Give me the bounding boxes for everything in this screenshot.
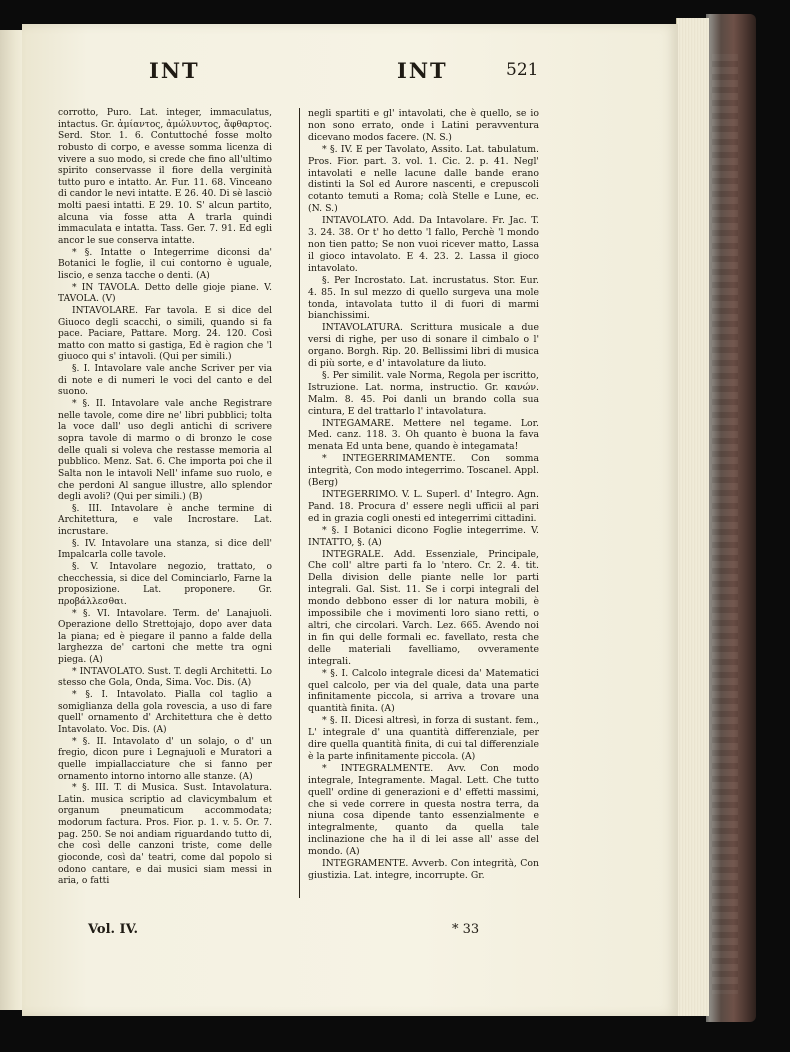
entry-paragraph: * INTAVOLATO. Sust. T. degli Architetti. Lo stesso che Gola, Onda, Sima. Voc. Dis. (A) (58, 666, 272, 689)
column-divider (299, 108, 300, 898)
entry-paragraph: INTAVOLATO. Add. Da Intavolare. Fr. Jac. T. 3. 24. 38. Or t' ho detto 'l fallo, Perchè 'l mondo non tien patto; Se non vuoi ricever matto, Lassa il gioco intavolato. E 4. 23. 2. Lassa il gioco intavolato. (308, 215, 539, 274)
volume-label: Vol. IV. (88, 922, 138, 937)
entry-paragraph: corrotto, Puro. Lat. integer, immaculatus, intactus. Gr. ἀμίαντος, ἀμώλυντος, ἄφθαρτος. Serd. Stor. 1. 6. Contuttoché fosse molto robusto di corpo, e avesse somma licenza di vivere a suo modo, si crede che fino all'ultimo spirito conservasse il fiore della verginità tutto puro e intatto. Ar. Fur. 11. 68. Vinceano di candor le nevi intatte. E 26. 40. Di sè lasciò molti paesi intatti. E 29. 10. S' alcun partito, alcuna via fosse atta A trarla quindi immaculata e intatta. Tass. Ger. 7. 91. Ed egli ancor le sue conserva intatte. (58, 108, 272, 247)
running-head-right: INT (397, 58, 448, 83)
entry-paragraph: * §. VI. Intavolare. Term. de' Lanajuoli. Operazione dello Strettojajo, dopo aver data la piana; ed è piegare il panno a falde della larghezza de' cartoni che mette tra ogni piega. (A) (58, 608, 272, 666)
book-cover (706, 14, 756, 1022)
entry-paragraph: * §. II. Intavolato d' un solajo, o d' un fregio, dicon pure i Legnajuoli e Muratori a quelle impiallacciature che si fanno per ornamento intorno intorno alle stanze. (A) (58, 736, 272, 782)
entry-paragraph: §. IV. Intavolare una stanza, si dice dell' Impalcarla colle tavole. (58, 538, 272, 561)
entry-paragraph: §. I. Intavolare vale anche Scriver per via di note e di numeri le voci del canto e del suono. (58, 364, 272, 398)
page-number: 521 (506, 60, 539, 80)
entry-paragraph: INTAVOLARE. Far tavola. E si dice del Giuoco degli scacchi, o simili, quando si fa pace. Paciare, Pattare. Morg. 24. 120. Così matto con matto si gastiga, Ed è ragion che 'l giuoco qui s' intavoli. (Qui per simili.) (58, 305, 272, 363)
right-column (308, 108, 539, 882)
page-block-edge (676, 18, 709, 1016)
entry-paragraph: * §. I. Intavolato. Pialla col taglio a somiglianza della gola rovescia, a uso di fare quell' ornamento d' Architettura che è detto Intavolato. Voc. Dis. (A) (58, 690, 272, 735)
entry-paragraph: §. Per similit. vale Norma, Regola per iscritto, Istruzione. Lat. norma, instructio. Gr. κανών. Malm. 8. 45. Poi danli un brando colla sua cintura, E del trattarlo l' intavolatura. (308, 369, 539, 417)
left-column (58, 108, 272, 888)
signature-mark: * 33 (452, 922, 480, 937)
entry-paragraph: * §. I Botanici dicono Foglie integerrime. V. INTATTO, §. (A) (308, 524, 539, 548)
entry-paragraph: * §. II. Dicesi altresì, in forza di sustant. fem., L' integrale d' una quantità differenziale, per dire quella quantità finita, di cui tal differenziale è la parte infinitamente piccola. (A) (308, 715, 539, 762)
entry-paragraph: * §. III. T. di Musica. Sust. Intavolatura. Latin. musica scriptio ad clavicymbalum et organum pneumaticum accommodata; modorum factura. Pros. Fior. p. 1. v. 5. Or. 7. pag. 250. Se noi andiam riguardando tutto di, che così delle canzoni triste, come delle gioconde, così da' teatri, come dal popolo si odono cantare, e dai musici siam messi in aria, o fatti (58, 783, 272, 887)
entry-paragraph: §. III. Intavolare è anche termine di Architettura, e vale Incrostare. Lat. incrustare. (58, 503, 272, 538)
entry-paragraph: INTAVOLATURA. Scrittura musicale a due versi di righe, per uso di sonare il cimbalo o l' organo. Borgh. Rip. 20. Bellissimi libri di musica di più sorte, e d' intavolature da liuto. (308, 322, 539, 370)
entry-paragraph: INTEGERRIMO. V. L. Superl. d' Integro. Agn. Pand. 18. Procura d' essere negli ufficii al pari ed in grazia cogli onesti ed integerrimi cittadini. (308, 489, 539, 524)
running-head-left: INT (149, 58, 200, 83)
entry-paragraph: §. Per Incrostato. Lat. incrustatus. Stor. Eur. 4. 85. In sul mezzo di quello surgeva una mole tonda, intavolata tutto il di fuori di marmi bianchissimi. (308, 274, 539, 322)
entry-paragraph: INTEGRALE. Add. Essenziale, Principale, Che coll' altre parti fa lo 'ntero. Cr. 2. 4. tit. Della division delle piante nelle lor parti integrali. Gal. Sist. 11. Se i corpi integrali del mondo debbono esser di lor natura mobili, è impossibile che i movimenti loro siano retti, o altri, che circolari. Varch. Lez. 665. Avendo noi in fin qui delle formali ec. favellato, resta che delle materiali favelliamo, ovveramente integrali. (308, 548, 539, 667)
entry-paragraph: * §. Intatte o Integerrime diconsi da' Botanici le foglie, il cui contorno è uguale, liscio, e senza tacche o denti. (A) (58, 247, 272, 281)
entry-paragraph: INTEGAMARE. Mettere nel tegame. Lor. Med. canz. 118. 3. Oh quanto è buona la fava menata Ed unta bene, quando è integamata! (308, 417, 539, 453)
entry-paragraph: * INTEGERRIMAMENTE. Con somma integrità, Con modo integerrimo. Toscanel. Appl. (Berg) (308, 453, 539, 489)
entry-paragraph: INTEGRAMENTE. Avverb. Con integrità, Con giustizia. Lat. integre, incorrupte. Gr. (308, 858, 539, 881)
entry-paragraph: * IN TAVOLA. Detto delle gioje piane. V. TAVOLA. (V) (58, 282, 272, 305)
entry-paragraph: * §. IV. E per Tavolato, Assito. Lat. tabulatum. Pros. Fior. part. 3. vol. 1. Cic. 2. p. 41. Negl' intavolati e nelle lacune dalle bande erano distinti la Sol ed Aurore nascenti, e crepuscoli cotanto temuti a Roma; colà Stelle e Lune, ec. (N. S.) (308, 143, 539, 215)
entry-paragraph: * §. I. Calcolo integrale dicesi da' Matematici quel calcolo, per via del quale, data una parte infinitamente piccola, si arriva a trovare una quantità finita. (A) (308, 667, 539, 715)
entry-paragraph: negli spartiti e gl' intavolati, che è quello, se io non sono errato, onde i Latini peravventura dicevano modos facere. (N. S.) (308, 108, 539, 143)
entry-paragraph: * INTEGRALMENTE. Avv. Con modo integrale, Integramente. Magal. Lett. Che tutto quell' ordine di generazioni e d' effetti massimi, che si vede correre in questa nostra terra, da niuna cosa dipende tanto essenzialmente e integralmente, quanto da quella tale inclinazione che ha il di lei asse all' asse del mondo. (A) (308, 762, 539, 858)
entry-paragraph: * §. II. Intavolare vale anche Registrare nelle tavole, come dire ne' libri pubblici; tolta la voce dall' uso degli antichi di scrivere sopra tavole di marmo o di bronzo le cose delle quali si voleva che restasse memoria al pubblico. Menz. Sat. 6. Che importa poi che il Salta non le intavoli Nell' infame suo ruolo, e che perdoni Al sangue illustre, allo splendor degli avoli? (Qui per simili.) (B) (58, 399, 272, 503)
entry-paragraph: §. V. Intavolare negozio, trattato, o checchessia, si dice del Cominciarlo, Farne la proposizione. Lat. proponere. Gr. προβάλλεσθαι. (58, 561, 272, 607)
